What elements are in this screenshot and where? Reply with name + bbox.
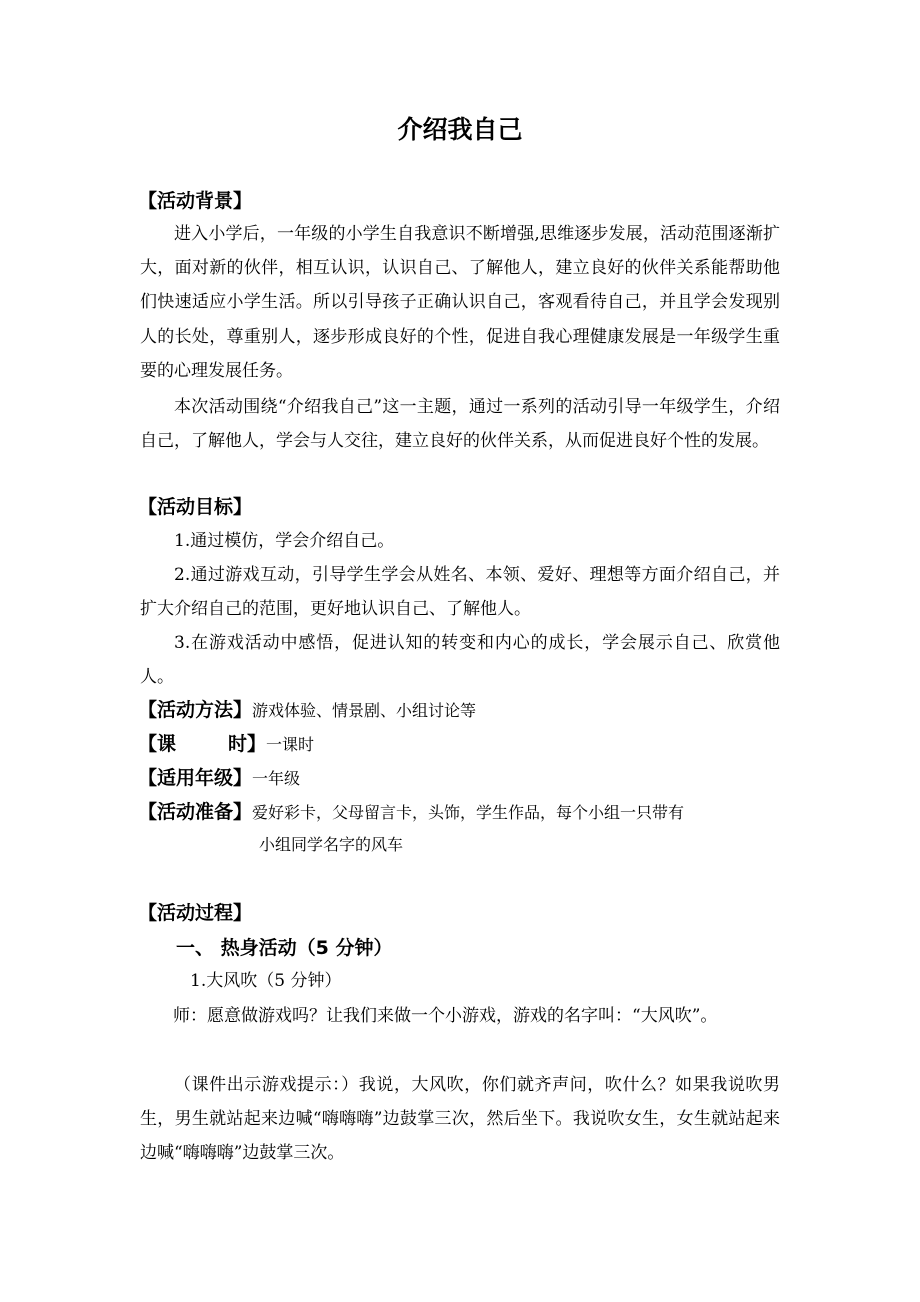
goals-heading: 【活动目标】 — [138, 496, 253, 518]
grade-row — [138, 763, 300, 794]
method-label: 【活动方法】 — [138, 699, 253, 721]
method-value: 游戏体验、情景剧、小组讨论等 — [252, 701, 477, 720]
hours-label-end: 时】 — [228, 733, 267, 755]
method-row — [138, 695, 476, 726]
game-prompt-paragraph: （课件出示游戏提示：）我说，大风吹，你们就齐声问，吹什么？如果我说吹男生，男生就站起来边喊“嗨嗨嗨”边鼓掌三次，然后坐下。我说吹女生，女生就站起来边喊“嗨嗨嗨”边鼓掌三次。 — [140, 1075, 780, 1164]
goal-item-3: 3.在游戏活动中感悟，促进认知的转变和内心的成长，学会展示自己、欣赏他人。 — [140, 633, 780, 688]
grade-label: 【适用年级】 — [138, 767, 253, 789]
hours-row — [138, 729, 314, 760]
process-heading: 【活动过程】 — [138, 902, 253, 924]
activity-1-title: 1.大风吹（5 分钟） — [190, 971, 342, 991]
prep-value-line1: 爱好彩卡，父母留言卡，头饰，学生作品，每个小组一只带有 — [252, 803, 685, 822]
background-paragraph-2: 本次活动围绕“介绍我自己”这一主题，通过一系列的活动引导一年级学生，介绍自己，了解他人，学会与人交往，建立良好的伙伴关系，从而促进良好个性的发展。 — [140, 397, 780, 452]
goal-item-1: 1.通过模仿，学会介绍自己。 — [174, 531, 395, 551]
grade-value: 一年级 — [252, 769, 301, 788]
teacher-line: 师：愿意做游戏吗？让我们来做一个小游戏，游戏的名字叫：“大风吹”。 — [173, 1006, 718, 1026]
prep-label: 【活动准备】 — [138, 801, 253, 823]
hours-label-start: 【课 — [138, 733, 177, 755]
hours-value: 一课时 — [266, 735, 315, 754]
prep-value-line2: 小组同学名字的风车 — [259, 835, 404, 854]
goal-item-2: 2.通过游戏互动，引导学生学会从姓名、本领、爱好、理想等方面介绍自己，并扩大介绍自己的范围，更好地认识自己、了解他人。 — [140, 565, 780, 620]
background-paragraph-1: 进入小学后，一年级的小学生自我意识不断增强,思维逐步发展，活动范围逐渐扩大，面对新的伙伴，相互认识，认识自己、了解他人，建立良好的伙伴关系能帮助他们快速适应小学生活。所以引导孩子正确认识自己，客观看待自己，并且学会发现别人的长处，尊重别人，逐步形成良好的个性，促进自我心理健康发展是一年级学生重要的心理发展任务。 — [140, 224, 780, 381]
prep-row — [138, 797, 684, 828]
background-heading: 【活动背景】 — [138, 190, 253, 212]
document-title: 介绍我自己 — [397, 115, 523, 144]
section-1-title: 一、 热身活动（5 分钟） — [176, 937, 393, 959]
